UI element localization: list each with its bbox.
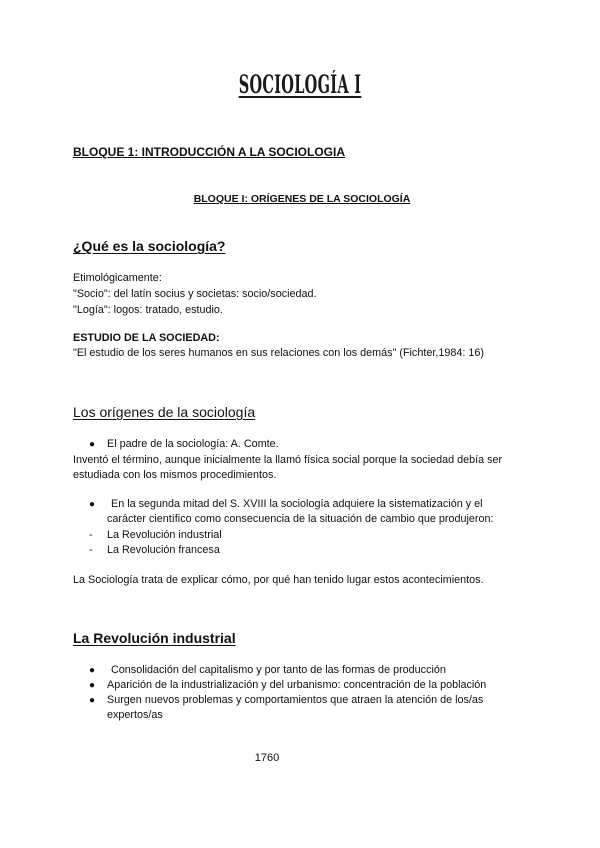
list-item-text: Aparición de la industrialización y del urbanismo: concentración de la población <box>107 679 487 691</box>
comte-paragraph-line1: Inventó el término, aunque inicialmente la llamó física social porque la sociedad debía ser <box>73 454 503 466</box>
bullet-icon: ● <box>89 695 96 706</box>
study-quote: "El estudio de los seres humanos en sus relaciones con los demás" (Fichter,1984: 16) <box>73 347 484 359</box>
dash-marker: - <box>89 544 93 556</box>
bullet-icon: ● <box>89 680 96 691</box>
bullet-icon: ● <box>89 499 96 510</box>
section-heading-que-es: ¿Qué es la sociología? <box>73 238 226 254</box>
list-item-text-continued: expertos/as <box>107 709 163 721</box>
list-item-text: La Revolución industrial <box>107 529 222 541</box>
logia-definition: "Logía": logos: tratado, estudio. <box>73 304 223 316</box>
section-heading-revolucion-industrial: La Revolución industrial <box>73 630 236 646</box>
list-item-text: Consolidación del capitalismo y por tanto de las formas de producción <box>111 664 446 676</box>
dash-marker: - <box>89 529 93 541</box>
list-item-text: El padre de la sociología: A. Comte. <box>107 438 279 450</box>
bullet-icon: ● <box>89 439 96 450</box>
etimology-label: Etimológicamente: <box>73 272 162 284</box>
bullet-icon: ● <box>89 665 96 676</box>
page-number: 1760 <box>254 752 280 764</box>
document-title: SOCIOLOGÍA I <box>238 70 362 99</box>
socio-definition: "Socio": del latín socius y societas: socio/sociedad. <box>73 288 317 300</box>
list-item-text: Surgen nuevos problemas y comportamientos que atraen la atención de los/as <box>107 694 484 706</box>
section-heading-origenes: Los orígenes de la sociología <box>73 404 256 420</box>
comte-paragraph-line2: estudiada con los mismos procedimientos. <box>73 469 277 481</box>
study-heading: ESTUDIO DE LA SOCIEDAD: <box>73 332 220 344</box>
list-item-text-continued: carácter científico como consecuencia de la situación de cambio que produjeron: <box>107 513 494 525</box>
block1-heading: BLOQUE 1: INTRODUCCIÓN A LA SOCIOLOGIA <box>73 145 345 159</box>
blockI-heading: BLOQUE I: ORÍGENES DE LA SOCIOLOGÍA <box>193 193 411 205</box>
list-item-text: La Revolución francesa <box>107 544 220 556</box>
list-item-text: En la segunda mitad del S. XVIII la sociología adquiere la sistematización y el <box>111 498 483 510</box>
sociology-explains-paragraph: La Sociología trata de explicar cómo, por qué han tenido lugar estos acontecimientos. <box>73 574 484 586</box>
